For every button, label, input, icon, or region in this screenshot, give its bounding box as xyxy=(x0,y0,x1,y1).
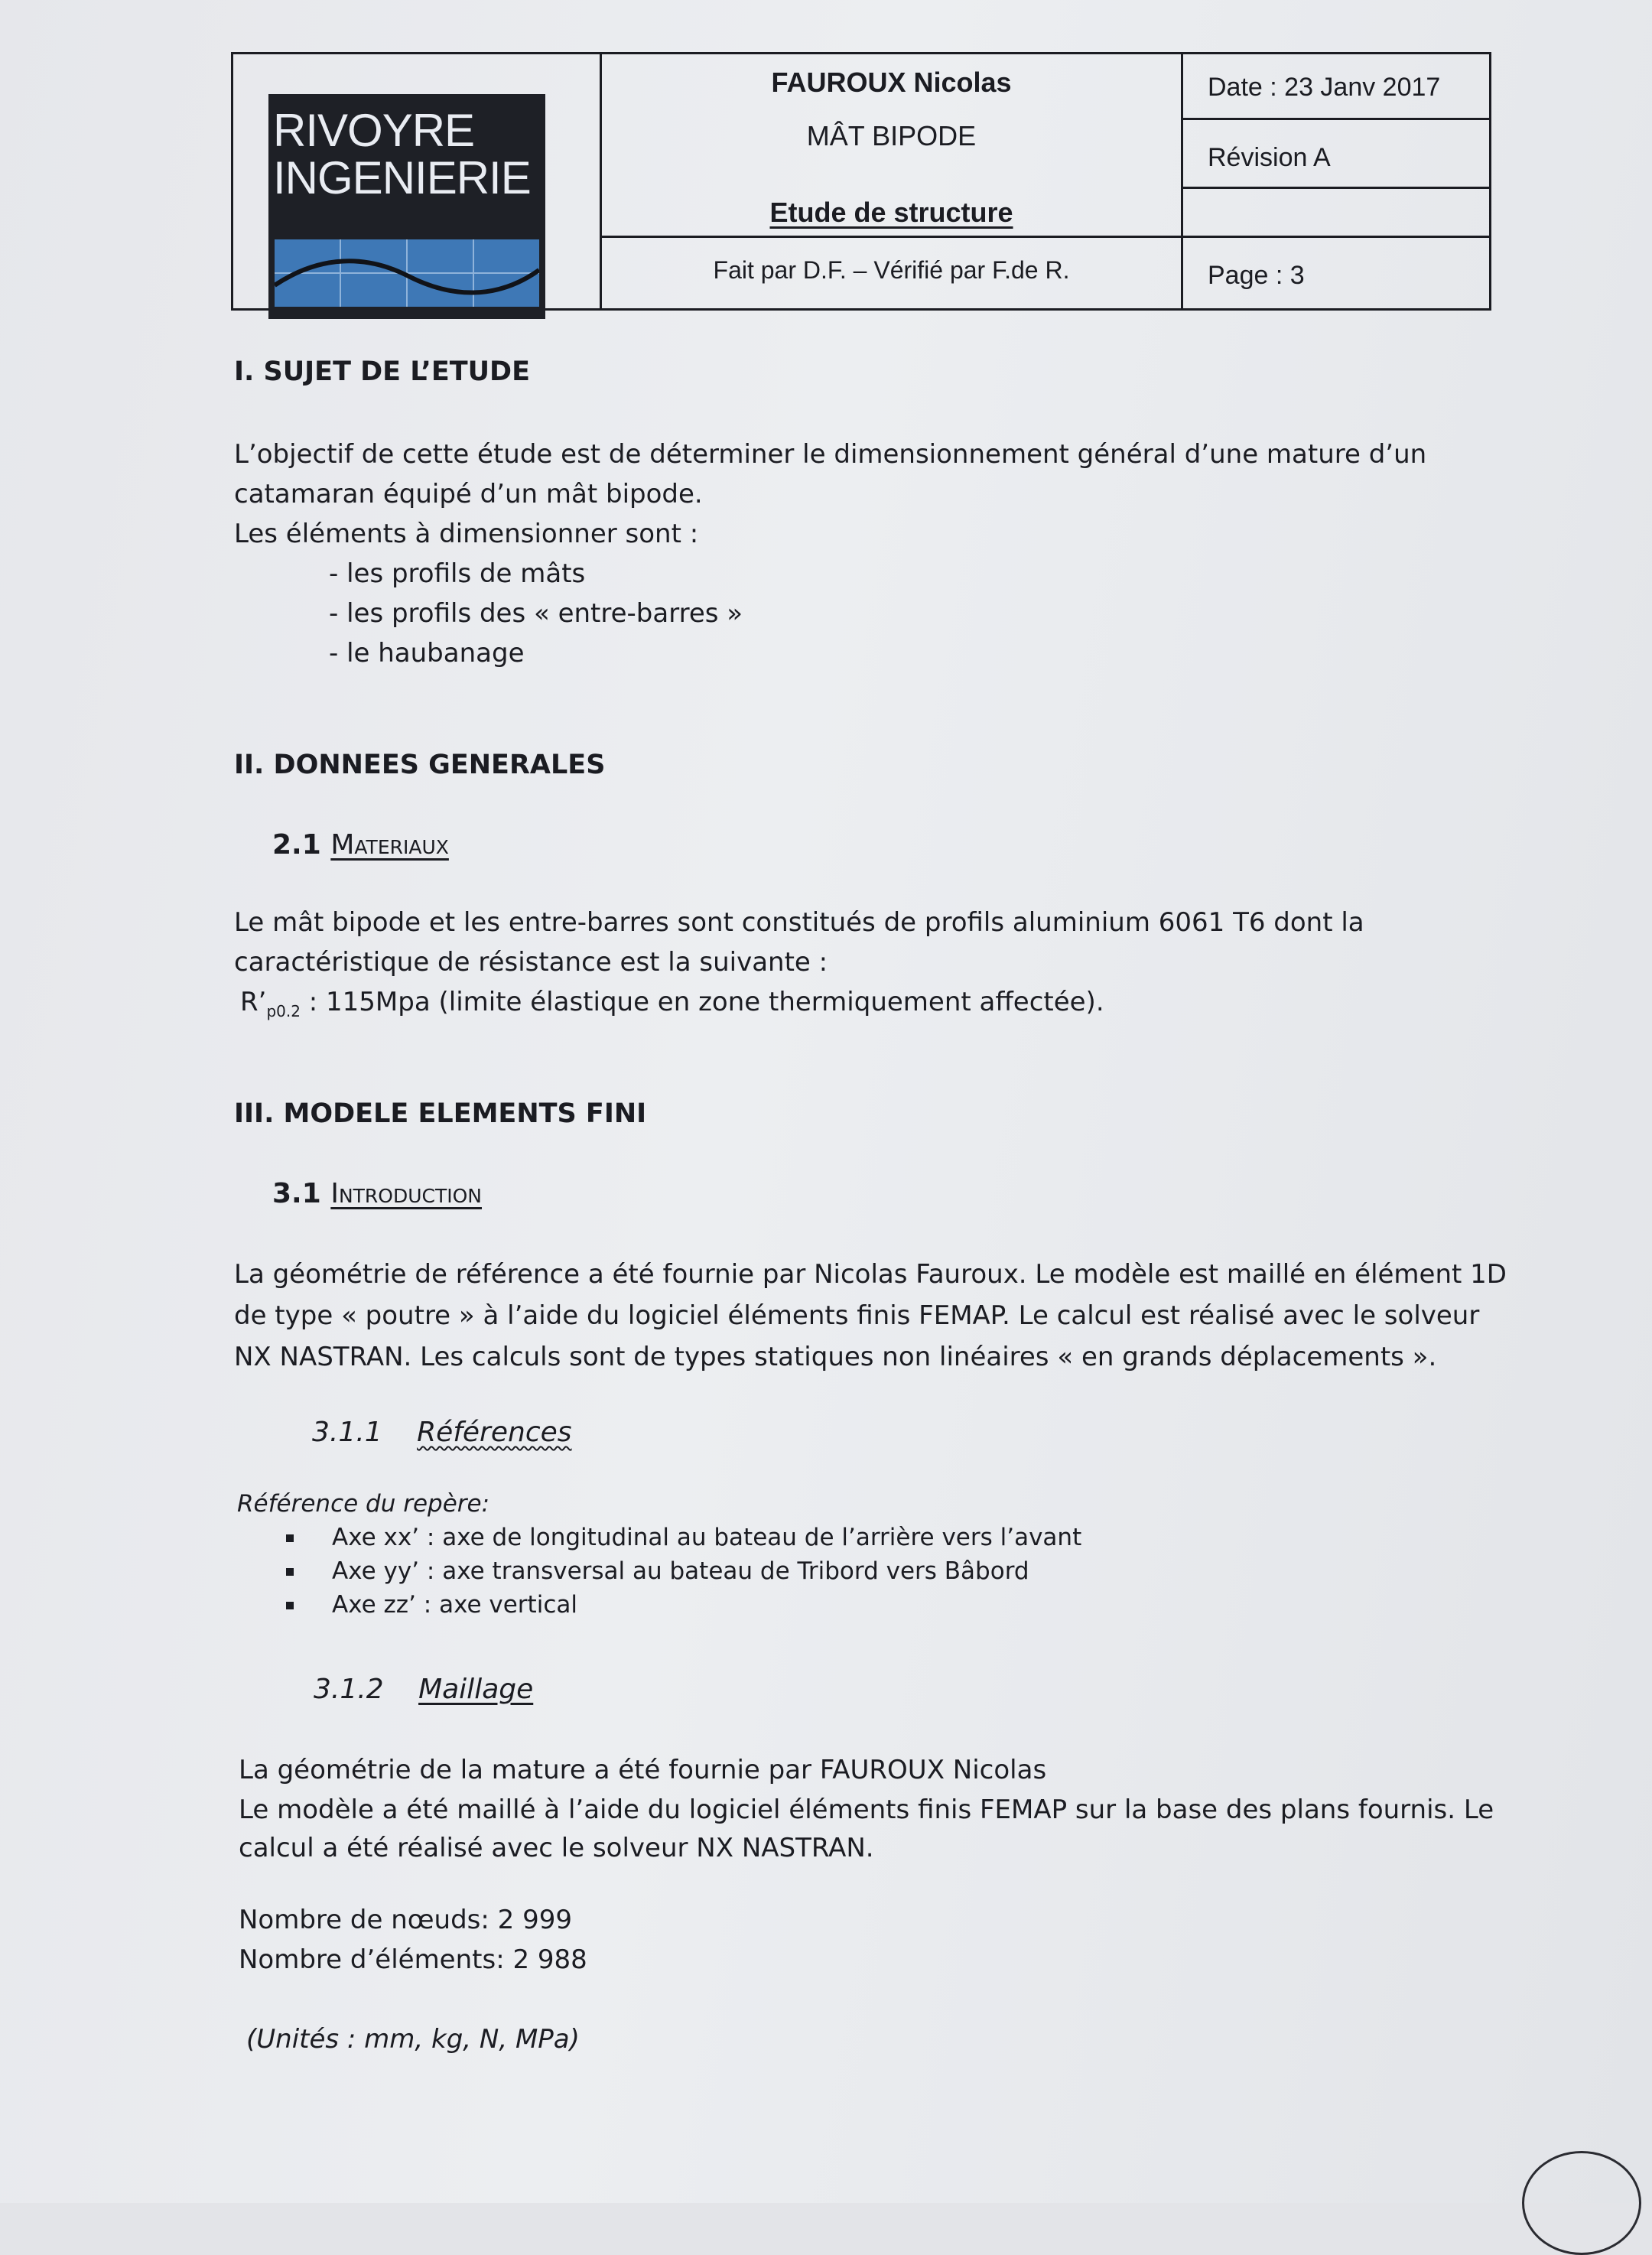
subsection-3-1-1 xyxy=(312,1417,572,1448)
s2-resistance-line xyxy=(240,987,1104,1020)
mesh-line3: calcul a été réalisé avec le solveur NX NASTRAN. xyxy=(239,1833,874,1863)
s1-list-item: - les profils de mâts xyxy=(329,558,586,589)
subsection-title: Références xyxy=(417,1417,572,1448)
bullet-icon xyxy=(286,1602,294,1609)
s1-para-line2: catamaran équipé d’un mât bipode. xyxy=(234,479,703,509)
subsection-title: Maillage xyxy=(418,1674,534,1705)
study-title: Etude de structure xyxy=(769,197,1013,228)
logo-wave-icon xyxy=(275,239,539,307)
revision-cell xyxy=(1183,120,1489,189)
subsection-3-1 xyxy=(272,1178,482,1209)
r-subscript: p0.2 xyxy=(266,1001,301,1020)
s1-list-item: - les profils des « entre-barres » xyxy=(329,598,743,629)
s1-list-item: - le haubanage xyxy=(329,638,525,669)
r-value: : 115Mpa (limite élastique en zone thermiquement affectée). xyxy=(300,987,1104,1017)
bullet-icon xyxy=(286,1534,294,1542)
company-logo xyxy=(268,94,545,319)
page-number: Page : 3 xyxy=(1208,261,1305,290)
s3-para-line1: La géométrie de référence a été fournie par Nicolas Fauroux. Le modèle est maillé en élément 1D xyxy=(234,1259,1507,1290)
axis-item: Axe yy’ : axe transversal au bateau de Tribord vers Bâbord xyxy=(332,1557,1029,1585)
subsection-3-1-2 xyxy=(314,1674,533,1705)
subsection-number: 2.1 xyxy=(272,829,321,861)
units-note: (Unités : mm, kg, N, MPa) xyxy=(246,2024,580,2055)
subsection-number: 3.1.1 xyxy=(312,1417,382,1448)
element-count: Nombre d’éléments: 2 988 xyxy=(239,1944,587,1975)
project-name: MÂT BIPODE xyxy=(806,120,977,151)
s1-para-line3: Les éléments à dimensionner sont : xyxy=(234,519,699,549)
empty-cell xyxy=(1183,189,1489,238)
section-1-title: I. SUJET DE L’ETUDE xyxy=(234,356,530,387)
s2-para-line1: Le mât bipode et les entre-barres sont constitués de profils aluminium 6061 T6 dont la xyxy=(234,907,1364,938)
client-name: FAUROUX Nicolas xyxy=(771,67,1012,98)
section-2-title: II. DONNEES GENERALES xyxy=(234,750,606,780)
subsection-2-1 xyxy=(272,829,449,861)
axis-item: Axe zz’ : axe vertical xyxy=(332,1591,577,1619)
author-cell xyxy=(602,238,1183,308)
node-count: Nombre de nœuds: 2 999 xyxy=(239,1905,572,1935)
s2-para-line2: caractéristique de résistance est la suivante : xyxy=(234,947,828,978)
bullet-icon xyxy=(286,1568,294,1576)
subsection-title: Materiaux xyxy=(330,829,449,861)
date-text: Date : 23 Janv 2017 xyxy=(1208,73,1441,102)
project-cell xyxy=(602,54,1183,238)
page-cell xyxy=(1183,238,1489,308)
s3-para-line2: de type « poutre » à l’aide du logiciel éléments finis FEMAP. Le calcul est réalisé avec le solveur xyxy=(234,1300,1480,1331)
mesh-line1: La géométrie de la mature a été fournie par FAUROUX Nicolas xyxy=(239,1755,1047,1785)
title-block xyxy=(231,52,1491,311)
s1-para-line1: L’objectif de cette étude est de déterminer le dimensionnement général d’une mature d’un xyxy=(234,439,1427,470)
subsection-number: 3.1 xyxy=(272,1178,321,1209)
r-symbol: R’ xyxy=(240,987,267,1017)
subsection-title: Introduction xyxy=(330,1178,482,1209)
author-line: Fait par D.F. – Vérifié par F.de R. xyxy=(713,256,1070,284)
subsection-number: 3.1.2 xyxy=(314,1674,384,1705)
logo-line2: INGENIERIE xyxy=(273,152,531,203)
revision-text: Révision A xyxy=(1208,143,1331,172)
date-cell xyxy=(1183,54,1489,120)
mesh-line2: Le modèle a été maillé à l’aide du logiciel éléments finis FEMAP sur la base des plans fournis. Le xyxy=(239,1795,1494,1825)
reference-label: Référence du repère: xyxy=(237,1490,490,1518)
logo-line1: RIVOYRE xyxy=(273,105,475,156)
handwritten-mark xyxy=(1522,2151,1641,2255)
s3-para-line3: NX NASTRAN. Les calculs sont de types statiques non linéaires « en grands déplacements ». xyxy=(234,1342,1437,1372)
axis-item: Axe xx’ : axe de longitudinal au bateau de l’arrière vers l’avant xyxy=(332,1524,1082,1551)
section-3-title: III. MODELE ELEMENTS FINI xyxy=(234,1098,647,1129)
logo-cell xyxy=(233,54,602,308)
